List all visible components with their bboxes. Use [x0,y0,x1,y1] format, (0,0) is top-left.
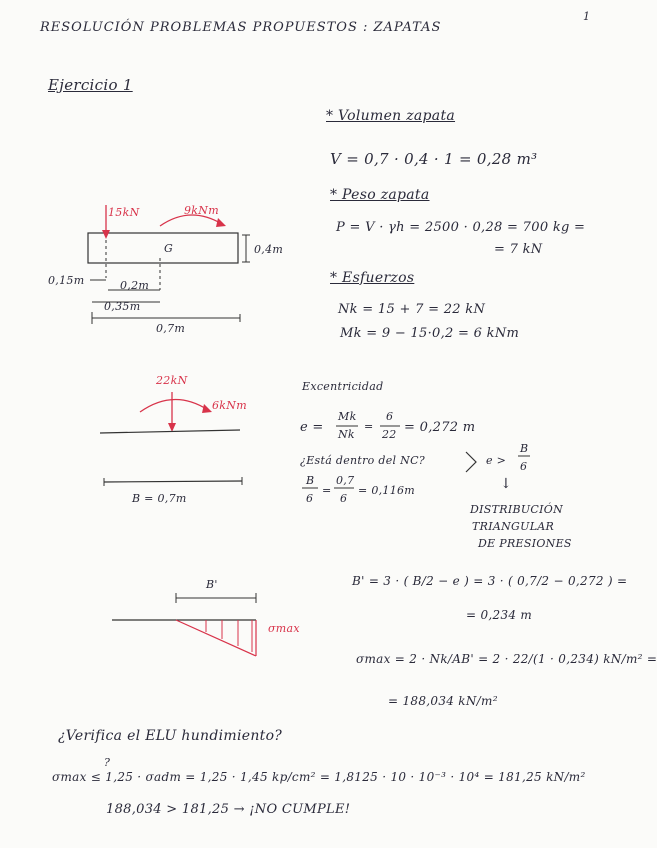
e-frac-den: Nk [338,428,355,441]
volume-heading: * Volumen zapata [326,108,456,124]
b-prime-line1: B' = 3 · ( B/2 − e ) = 3 · ( 0,7/2 − 0,272 ) = [352,574,628,588]
page-number: 1 [583,10,591,23]
b6-result: = 0,116m [358,484,416,497]
dist-arrow: ↓ [500,476,513,492]
sigma-label: σmax [268,622,300,635]
weight-formula-line1: P = V · γh = 2500 · 0,28 = 700 kg = [336,220,586,235]
footing-center-label: G [164,242,174,255]
compare-num: B [520,442,529,455]
footing-moment-label: 9kNm [184,204,219,217]
e-num2: 6 [386,410,394,423]
b-prime-line2: = 0,234 m [466,608,533,622]
page-title: RESOLUCIÓN PROBLEMAS PROPUESTOS : ZAPATAS [40,20,442,35]
b6-eq: = [322,484,332,497]
sigma-max-line2: = 188,034 kN/m² [388,694,498,708]
verification-line2: 188,034 > 181,25 → ¡NO CUMPLE! [106,802,351,817]
e-lhs: e = [300,420,324,435]
nc-question: ¿Está dentro del NC? [300,454,425,467]
ecc-load-label: 22kN [156,374,188,387]
b6-den: 6 [306,492,314,505]
verification-line1: σmax ≤ 1,25 · σadm = 1,25 · 1,45 kp/cm² = 1,8125 · 10 · 10⁻³ · 10⁴ = 181,25 kN/m² [52,770,586,784]
b6-den2: 6 [340,492,348,505]
b6-num2: 0,7 [336,474,355,487]
dim-02: 0,2m [120,279,150,292]
dim-07: 0,7m [156,322,186,335]
dist-line2: TRIANGULAR [472,520,555,533]
verification-question: ¿Verifica el ELU hundimiento? [58,728,283,744]
weight-heading: * Peso zapata [330,187,430,203]
compare-den: 6 [520,460,528,473]
footing-load-label: 15kN [108,206,140,219]
dim-035: 0,35m [104,300,141,313]
b-prime-label: B' [206,578,218,591]
exercise-title: Ejercicio 1 [48,76,133,94]
compare: e > [486,454,507,467]
dim-015: 0,15m [48,274,85,287]
footing-height-label: 0,4m [254,243,284,256]
b6-num: B [306,474,315,487]
dist-line3: DE PRESIONES [478,537,572,550]
efforts-heading: * Esfuerzos [330,270,415,286]
weight-formula-line2: = 7 kN [494,242,543,257]
efforts-nk: Nk = 15 + 7 = 22 kN [338,302,486,317]
efforts-mk: Mk = 9 − 15·0,2 = 6 kNm [340,326,520,341]
sigma-max-line1: σmax = 2 · Nk/AB' = 2 · 22/(1 · 0,234) kN/m² = [356,652,657,666]
ecc-width-label: B = 0,7m [132,492,187,505]
e-frac-num: Mk [338,410,357,423]
e-den2: 22 [382,428,397,441]
dist-line1: DISTRIBUCIÓN [470,503,564,516]
volume-formula: V = 0,7 · 0,4 · 1 = 0,28 m³ [330,150,538,168]
e-result: = 0,272 m [404,420,476,435]
ecc-moment-label: 6kNm [212,399,247,412]
e-eq: = [364,420,374,433]
verification-q-mark: ? [104,756,111,769]
eccentricity-heading: Excentricidad [302,380,384,393]
